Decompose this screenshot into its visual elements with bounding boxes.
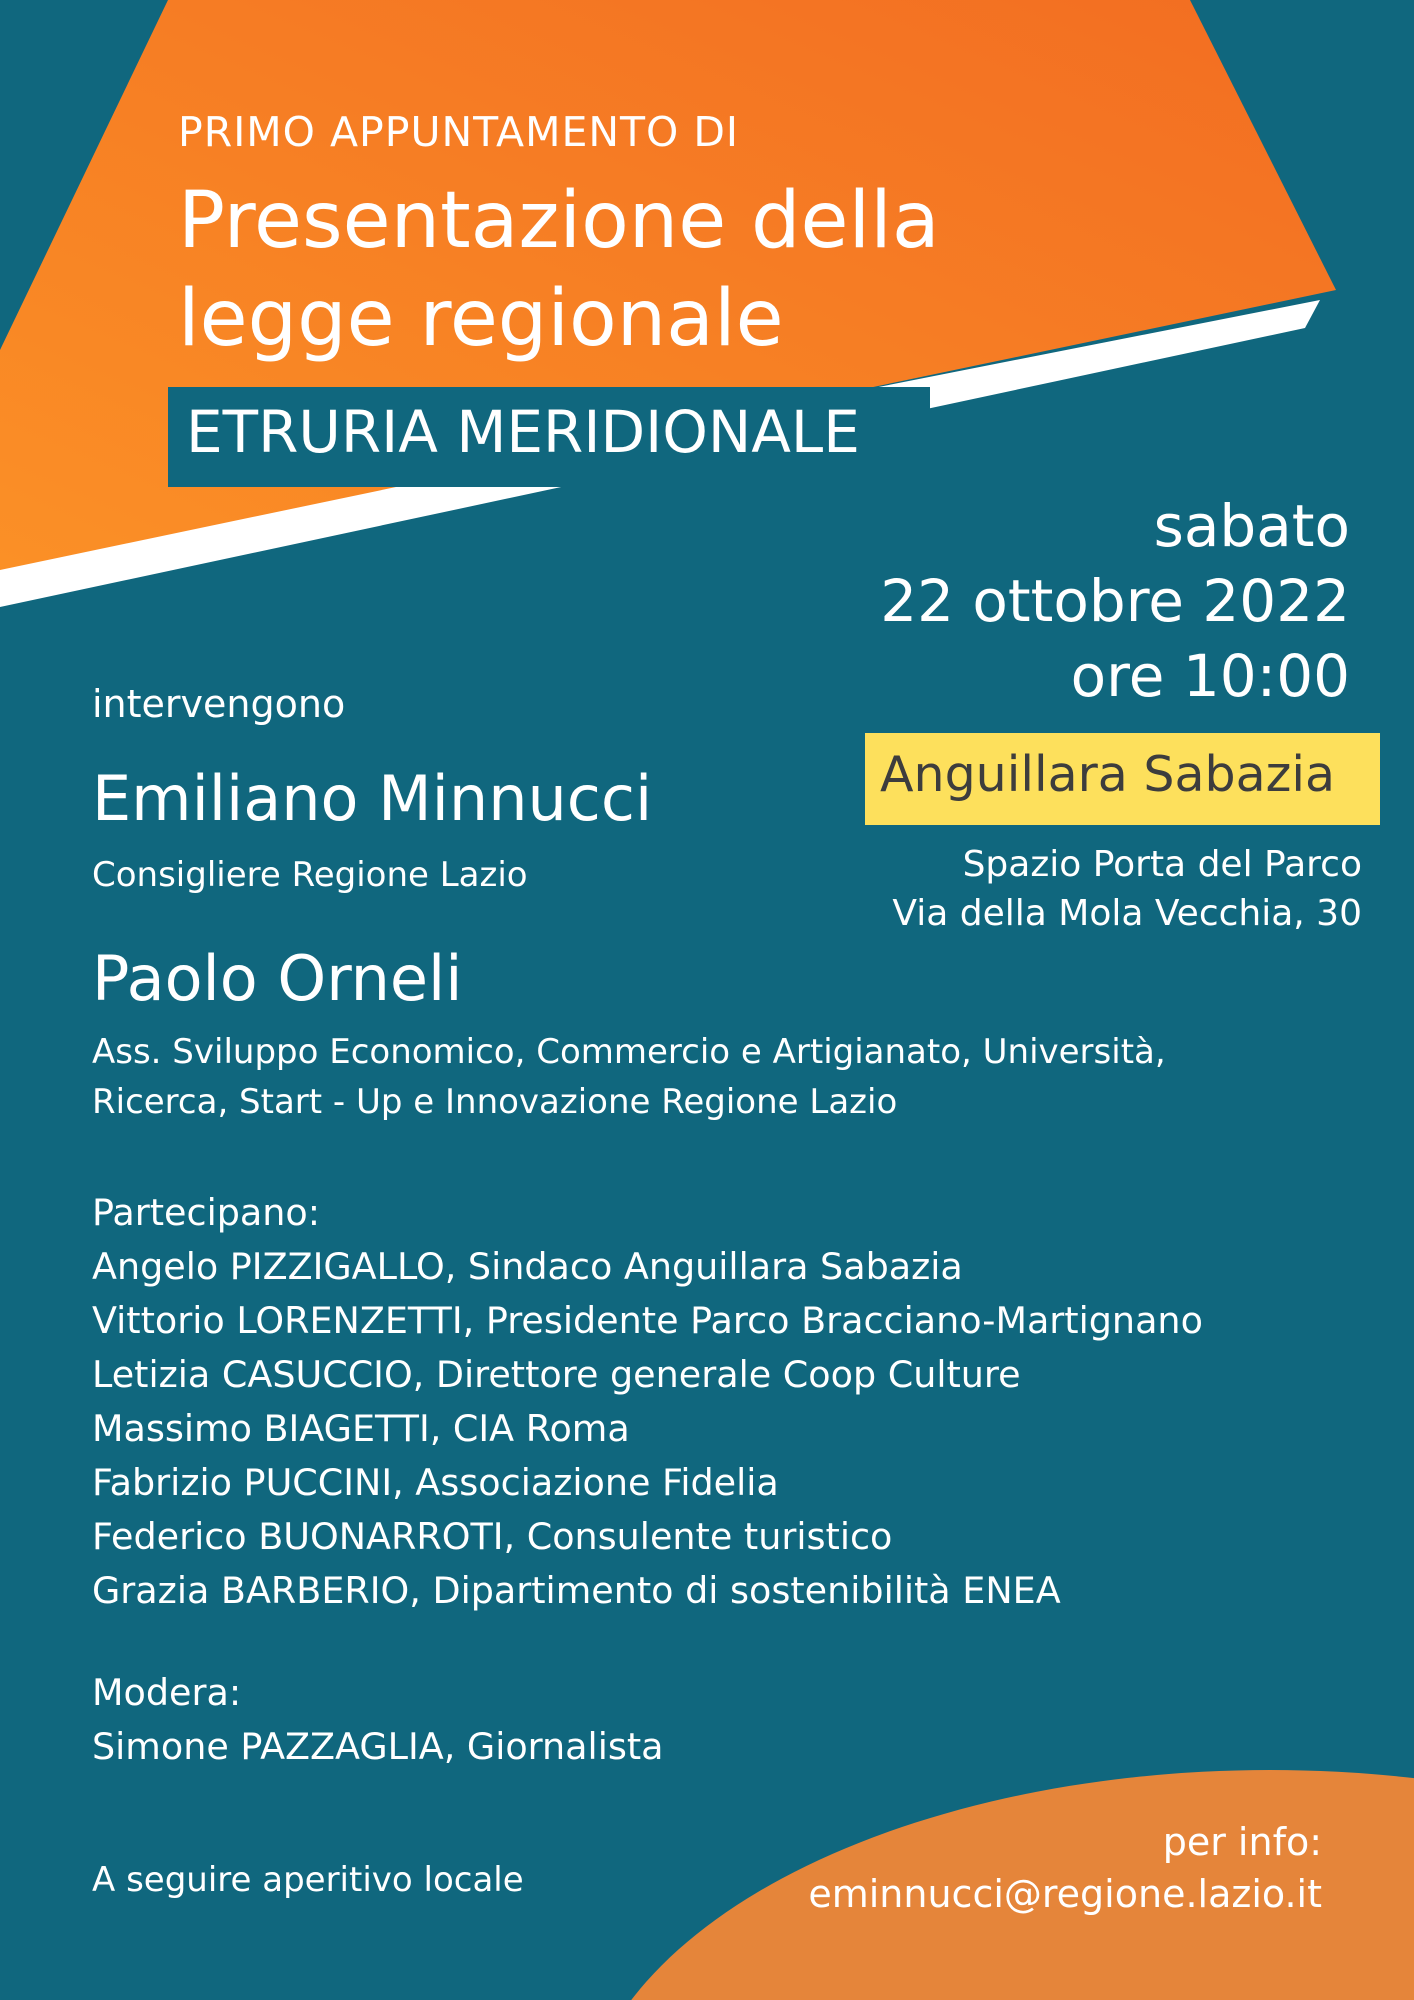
moderator-label: Modera:: [92, 1671, 242, 1714]
participant-item: Vittorio LORENZETTI, Presidente Parco Bracciano-Martignano: [92, 1299, 1203, 1342]
aperitivo-note: A seguire aperitivo locale: [92, 1860, 524, 1900]
moderator-block: [92, 1666, 664, 1774]
participant-item: Grazia BARBERIO, Dipartimento di sostenibilità ENEA: [92, 1569, 1061, 1612]
participants-label: Partecipano:: [92, 1191, 321, 1234]
title-line-2: legge regionale: [178, 274, 784, 364]
title-line-1: Presentazione della: [178, 176, 940, 266]
participant-item: Massimo BIAGETTI, CIA Roma: [92, 1407, 630, 1450]
speaker-name: Emiliano Minnucci: [92, 762, 653, 835]
region-banner-text: ETRURIA MERIDIONALE: [186, 398, 860, 466]
participant-item: Federico BUONARROTI, Consulente turistico: [92, 1515, 893, 1558]
speaker-role: Ass. Sviluppo Economico, Commercio e Artigianato, Università,: [92, 1032, 1166, 1072]
participant-item: Angelo PIZZIGALLO, Sindaco Anguillara Sabazia: [92, 1245, 963, 1288]
header-kicker: PRIMO APPUNTAMENTO DI: [178, 108, 740, 156]
venue-name: Spazio Porta del Parco: [962, 844, 1362, 885]
participant-item: Fabrizio PUCCINI, Associazione Fidelia: [92, 1461, 779, 1504]
speaker-name: Paolo Orneli: [92, 942, 463, 1015]
speakers-label: intervengono: [92, 682, 346, 726]
speaker-role: Consigliere Regione Lazio: [92, 855, 528, 895]
event-day: sabato: [1153, 492, 1350, 560]
contact-email[interactable]: eminnucci@regione.lazio.it: [808, 1872, 1322, 1916]
event-date: 22 ottobre 2022: [880, 567, 1350, 635]
venue-address: Via della Mola Vecchia, 30: [892, 893, 1362, 934]
speaker-role: Ricerca, Start - Up e Innovazione Regione Lazio: [92, 1082, 898, 1122]
page-title: [178, 172, 940, 368]
moderator-name: Simone PAZZAGLIA, Giornalista: [92, 1725, 664, 1768]
event-place: Anguillara Sabazia: [880, 746, 1335, 803]
participants-list: [92, 1186, 1203, 1618]
participant-item: Letizia CASUCCIO, Direttore generale Coop Culture: [92, 1353, 1021, 1396]
info-label: per info:: [1162, 1820, 1322, 1864]
event-time: ore 10:00: [1070, 642, 1350, 710]
